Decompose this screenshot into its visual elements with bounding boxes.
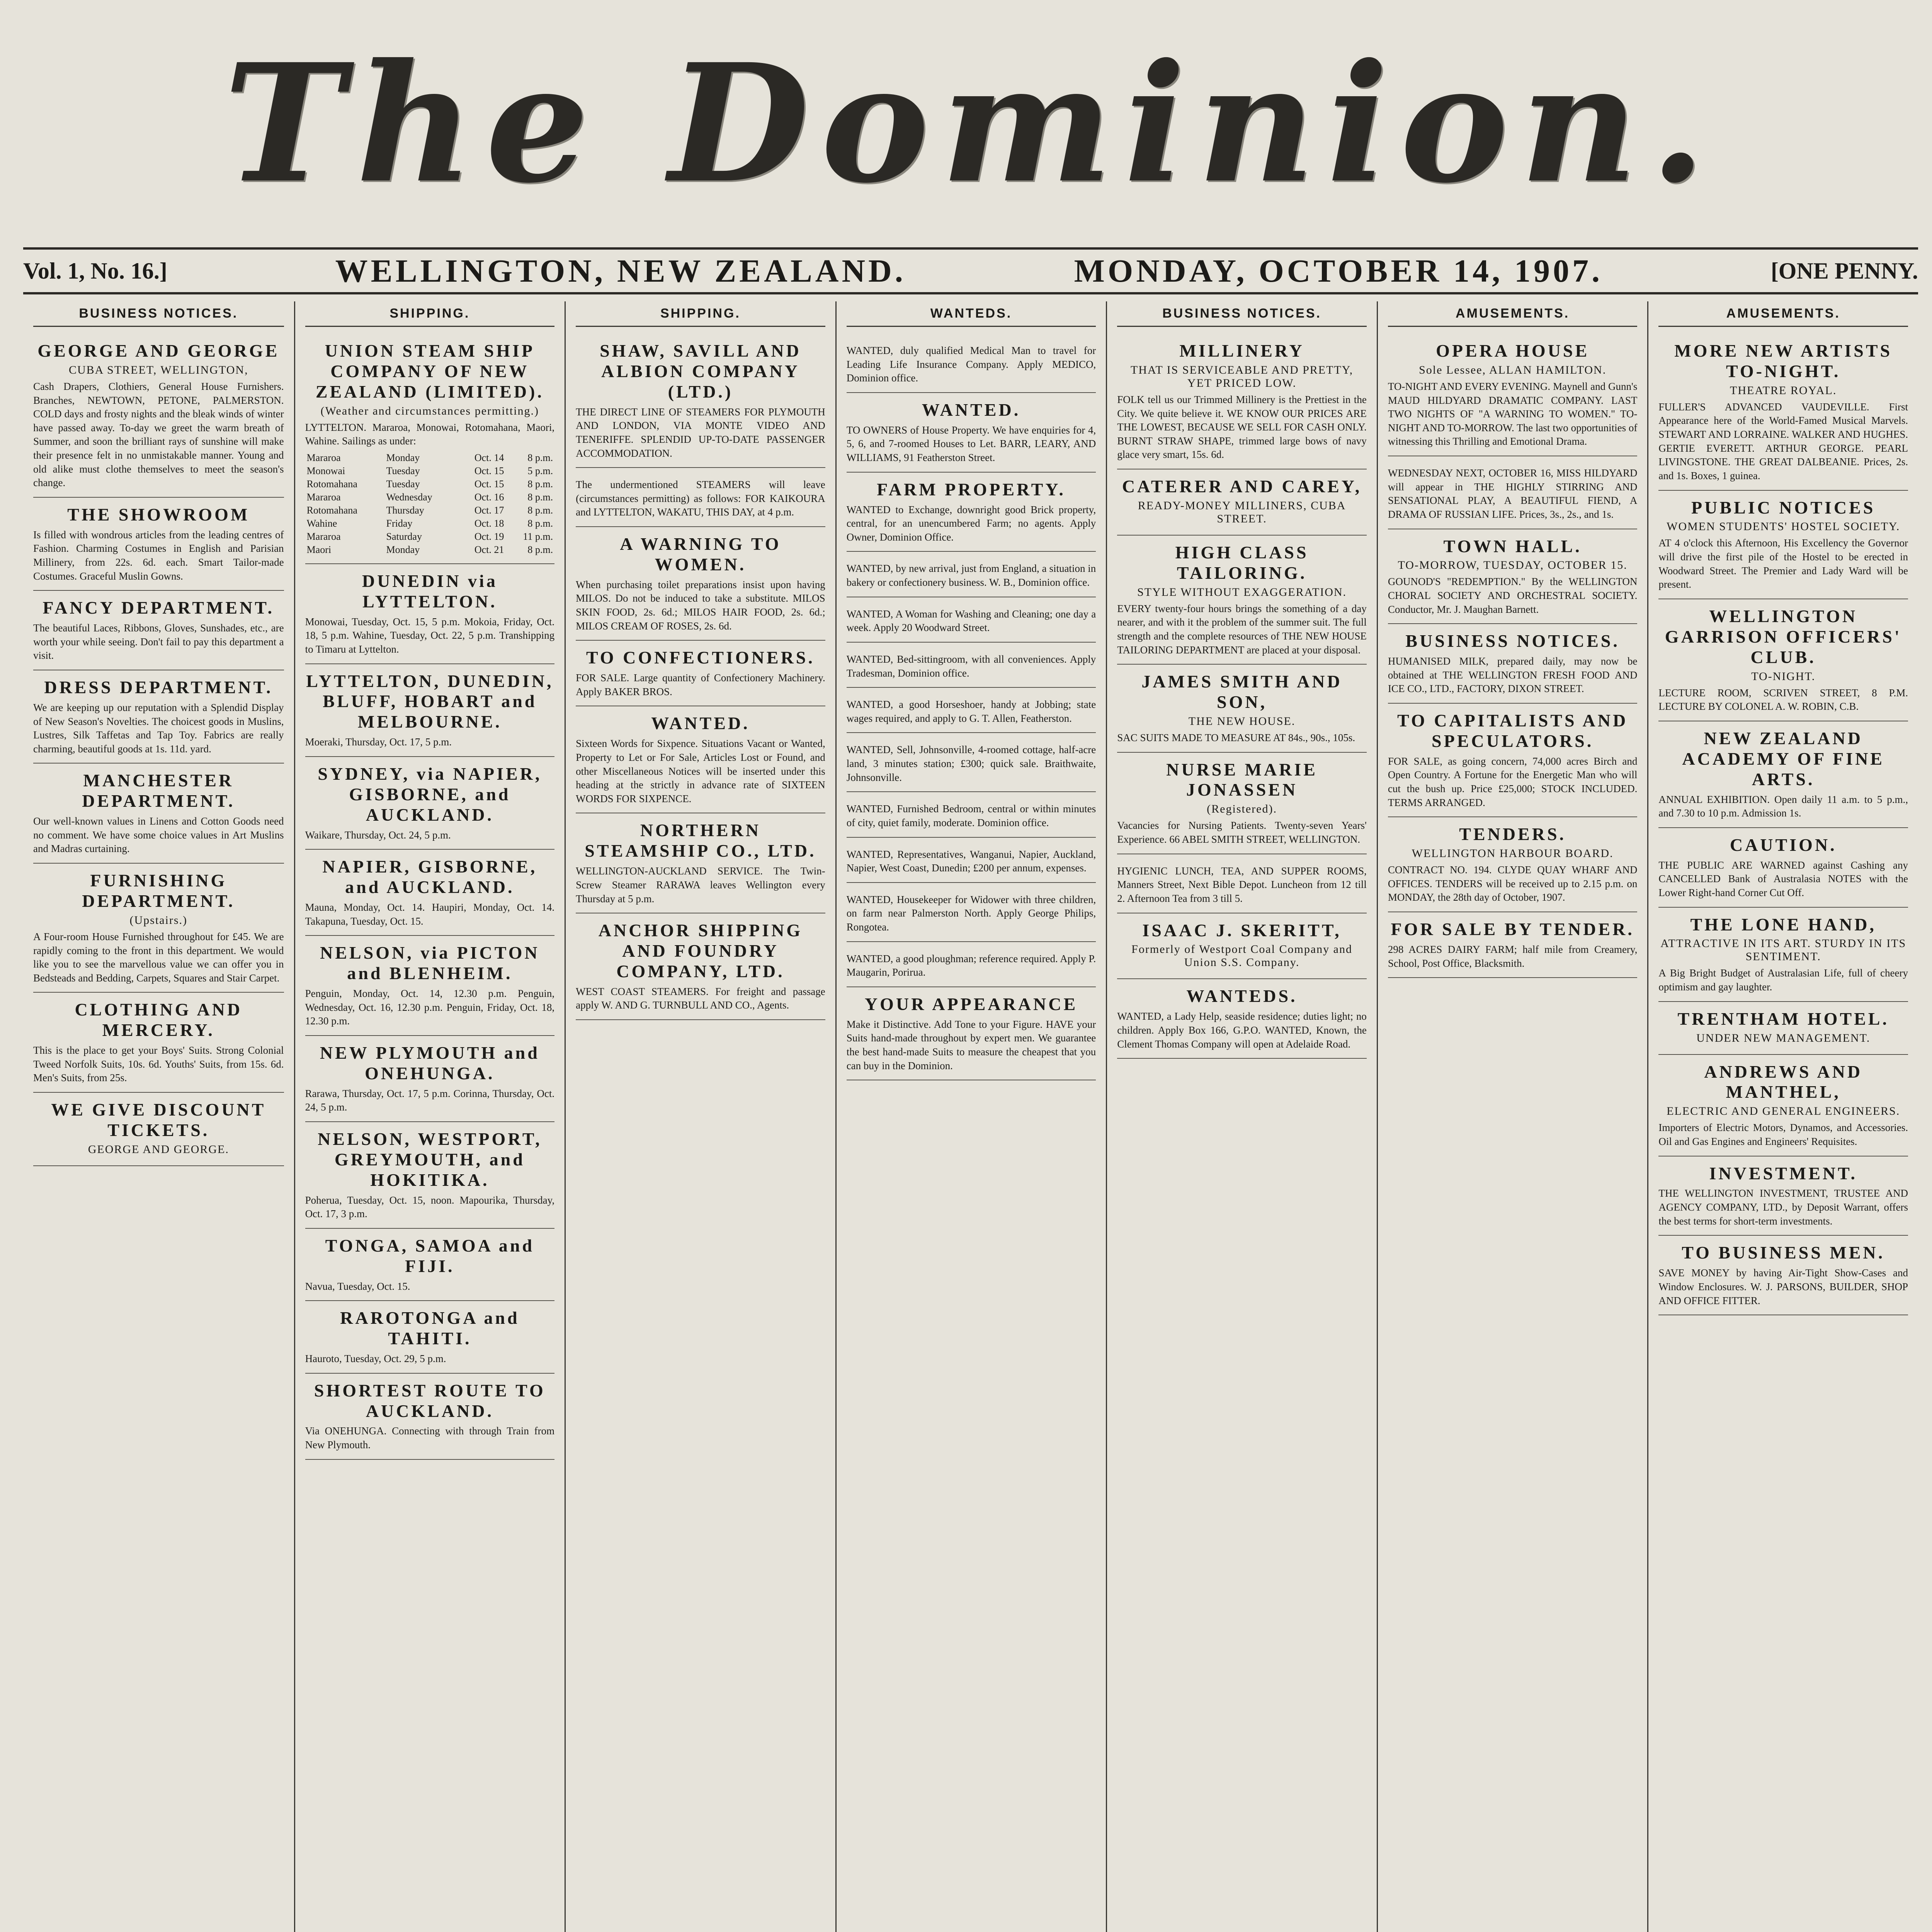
column-2 [294,301,565,1932]
table-row [305,478,555,491]
city-line: WELLINGTON, NEW ZEALAND. [335,253,906,289]
advertisement [1388,529,1638,624]
advertisement [1117,334,1367,469]
ad-body: Cash Drapers, Clothiers, General House Furnishers. Branches, NEWTOWN, PETONE, PALMERSTON. COLD days and frosty nights and the bleak winds of winter have passed away. To-day we greet the warm breath of Summer, and soon the brilliant rays of sunshine will make their presence felt in no unmistakable manner. Young and old alike must clothe themselves to meet the season's change. [33,380,284,489]
column-heading: BUSINESS NOTICES. [1117,301,1367,327]
advertisement [33,764,284,864]
advertisement [305,664,555,757]
column-6 [1377,301,1648,1932]
advertisement [847,473,1096,552]
advertisement [305,564,555,664]
ad-body: WANTED, duly qualified Medical Man to travel for Leading Life Insurance Company. Apply MEDICO, Dominion office. [846,345,1096,384]
ad-title: MILLINERY [1179,341,1304,361]
advertisement [1117,913,1367,980]
advertisement [847,942,1096,987]
table-row [305,543,555,556]
ad-body: WANTED to Exchange, downright good Brick property, central, for an unencumbered Farm; no agents. Apply Owner, Dominion Office. [846,503,1096,543]
table-cell: 8 p.m. [527,491,553,503]
advertisement [305,1374,555,1460]
dateline [23,247,1918,294]
ad-title: YOUR APPEARANCE [864,994,1078,1014]
ad-body: Navua, Tuesday, Oct. 15. [305,1280,410,1292]
ad-title: LYTTELTON, DUNEDIN, BLUFF, HOBART and MELBOURNE. [306,671,554,732]
ad-title: THE SHOWROOM [67,504,250,524]
advertisement [33,1093,284,1166]
ad-subtitle: WOMEN STUDENTS' HOSTEL SOCIETY. [1667,520,1900,533]
volume-number: Vol. 1, No. 16.] [23,258,167,284]
advertisement [1658,1236,1908,1315]
ad-body: WANTED, a Lady Help, seaside residence; duties light; no children. Apply Box 166, G.P.O. WANTED, Known, the Clement Thomas Company will open at Adelaide Road. [1117,1010,1367,1050]
ad-body: LYTTELTON. Mararoa, Monowai, Rotomahana, Maori, Wahine. Sailings as under: [305,421,555,447]
column-5 [1106,301,1377,1932]
column-heading: SHIPPING. [305,301,555,327]
ad-body: Waikare, Thursday, Oct. 24, 5 p.m. [305,829,451,841]
ad-title: INVESTMENT. [1709,1163,1857,1183]
ad-title: FANCY DEPARTMENT. [43,598,275,618]
ad-body: GOUNOD'S "REDEMPTION." By the WELLINGTON CHORAL SOCIETY AND ORCHESTRAL SOCIETY. Conductor, Mr. J. Maughan Barnett. [1388,576,1638,615]
ad-subtitle: ATTRACTIVE IN ITS ART. STURDY IN ITS SENTIMENT. [1660,937,1906,963]
ad-body: Poherua, Tuesday, Oct. 15, noon. Mapourika, Thursday, Oct. 17, 3 p.m. [305,1194,555,1220]
ad-body: TO-NIGHT AND EVERY EVENING. Maynell and Gunn's MAUD HILDYARD DRAMATIC COMPANY. LAST TWO NIGHTS OF "A WARNING TO WOMEN." TO-NIGHT AND TO-MORROW. The last two opportunities of witnessing this Thrilling and Emotional Drama. [1388,380,1638,447]
ad-body: WANTED, Representatives, Wanganui, Napier, Auckland, Napier, West Coast, Dunedin; £200 per annum, expenses. [846,848,1096,874]
table-cell: Oct. 19 [474,531,504,542]
ad-body: WANTED, Furnished Bedroom, central or within minutes of city, quiet family, moderate. Dominion office. [846,803,1096,828]
advertisement [576,706,825,813]
advertisement [33,498,284,591]
ad-title: FOR SALE BY TENDER. [1391,919,1634,939]
column-4 [835,301,1106,1932]
ad-body: Via ONEHUNGA. Connecting with through Train from New Plymouth. [305,1425,555,1451]
ad-title: MANCHESTER DEPARTMENT. [82,770,235,811]
ad-body: A Big Bright Budget of Australasian Life, full of cheery optimism and gay laughter. [1658,967,1908,993]
advertisement [305,1229,555,1301]
table-cell: 8 p.m. [527,478,553,490]
column-heading: WANTEDS. [847,301,1096,327]
table-cell: 5 p.m. [527,465,553,476]
ad-title: NORTHERN STEAMSHIP CO., LTD. [585,820,816,861]
table-cell: Rotomahana [306,504,357,516]
advertisement [1117,469,1367,536]
advertisement [1388,334,1638,456]
ad-body: FULLER'S ADVANCED VAUDEVILLE. First Appearance here of the World-Famed Musical Marvels. STEWART AND LORRAINE. WALKER AND HUGHES. GERTIE EVERETT. ARTHUR GEORGE. PEARL LIVINGSTONE. THE GREAT DALBEANIE. Prices, 2s. and 1s. Boxes, 1 guinea. [1658,401,1908,481]
ad-body: WANTED, Bed-sittingroom, with all conveniences. Apply Tradesman, Dominion office. [846,653,1096,679]
advertisement [847,883,1096,942]
ad-body: WANTED, a good Horseshoer, handy at Jobbing; state wages required, and apply to G. T. Allen, Featherston. [846,699,1096,724]
table-row [305,530,555,543]
ad-body: Importers of Electric Motors, Dynamos, and Accessories. Oil and Gas Engines and Engineers' Requisites. [1658,1122,1908,1147]
ad-subtitle: (Upstairs.) [129,913,188,927]
ad-title: A WARNING TO WOMEN. [620,534,781,574]
ad-title: DUNEDIN via LYTTELTON. [362,571,498,611]
ad-title: BUSINESS NOTICES. [1405,631,1620,651]
table-cell: Saturday [386,531,422,542]
ad-title: SHAW, SAVILL AND ALBION COMPANY (LTD.) [600,341,801,401]
advertisement [1658,599,1908,721]
table-cell: Mararoa [306,452,341,463]
advertisement [33,334,284,498]
advertisement [33,864,284,993]
ad-body: FOLK tell us our Trimmed Millinery is the Prettiest in the City. We quite believe it. WE KNOW OUR PRICES ARE THE LOWEST, BECAUSE WE SELL FOR CASH ONLY. BURNT STRAW SHAPE, trimmed large bows of navy glace very smart, 15s. 6d. [1117,393,1367,461]
table-row [305,491,555,504]
ad-title: THE LONE HAND, [1690,914,1876,934]
ad-body: HUMANISED MILK, prepared daily, may now be obtained at THE WELLINGTON FRESH FOOD AND ICE CO., LTD., FACTORY, DIXON STREET. [1388,655,1638,695]
advertisement [1117,536,1367,665]
table-cell: Rotomahana [306,478,357,490]
advertisement [847,393,1096,473]
ad-title: TENDERS. [1459,824,1566,844]
ad-title: DRESS DEPARTMENT. [44,677,273,697]
ad-title: ISAAC J. SKERITT, [1142,920,1342,940]
advertisement [1658,1156,1908,1236]
ad-body: ANNUAL EXHIBITION. Open daily 11 a.m. to 5 p.m., and 7.30 to 10 p.m. Admission 1s. [1658,793,1908,819]
ad-title: WANTEDS. [1186,986,1298,1006]
ad-body: WEDNESDAY NEXT, OCTOBER 16, MISS HILDYARD will appear in THE HIGHLY STIRRING AND SENSATIONAL PLAY, A BEAUTIFUL FIEND, A DRAMA OF RUSSIAN LIFE. Prices, 3s., 2s., and 1s. [1388,467,1638,520]
ad-body: Monowai, Tuesday, Oct. 15, 5 p.m. Mokoia, Friday, Oct. 18, 5 p.m. Wahine, Tuesday, Oct. 22, 5 p.m. Transhipping to Timaru at Lyttelton. [305,616,555,655]
ad-body: LECTURE ROOM, SCRIVEN STREET, 8 P.M. LECTURE BY COLONEL A. W. ROBIN, C.B. [1658,687,1908,713]
ad-title: WANTED. [651,713,750,733]
ad-body: WELLINGTON-AUCKLAND SERVICE. The Twin-Screw Steamer RARAWA leaves Wellington every Thursday at 5 p.m. [576,865,825,905]
advertisement [1658,828,1908,908]
ad-title: GEORGE AND GEORGE [37,341,280,361]
advertisement [1658,491,1908,599]
ad-body: CONTRACT NO. 194. CLYDE QUAY WHARF AND OFFICES. TENDERS will be received up to 2.15 p.m. on MONDAY, the 28th day of October, 1907. [1388,864,1638,903]
ad-title: CATERER AND CAREY, [1122,476,1362,497]
ad-body: TO OWNERS of House Property. We have enquiries for 4, 5, 6, and 7-roomed Houses to Let. BARR, LEARY, AND WILLIAMS, 91 Featherston Street. [846,424,1096,464]
advertisement [1117,854,1367,913]
ad-body: Make it Distinctive. Add Tone to your Figure. HAVE your Suits hand-made throughout by expert men. We guarantee the best hand-made Suits to measure the cheapest that you can buy in the Dominion. [846,1018,1096,1071]
table-cell: Oct. 18 [474,517,504,529]
ad-title: RAROTONGA and TAHITI. [340,1308,520,1349]
advertisement [305,1122,555,1229]
table-row [305,464,555,478]
advertisement [1658,334,1908,491]
table-cell: Friday [386,517,413,529]
advertisement [847,597,1096,643]
ad-title: JAMES SMITH AND SON, [1141,672,1342,712]
table-cell: Oct. 17 [474,504,504,516]
ad-body: We are keeping up our reputation with a Splendid Display of New Season's Novelties. The choicest goods in Muslins, Lustres, Silk Taffetas and Tap Toy. Fabrics are really charming, beautiful goods at 1s. 11d. yard. [33,701,284,755]
ad-title: SHORTEST ROUTE TO AUCKLAND. [314,1380,546,1421]
advertisement [305,936,555,1036]
ad-body: HYGIENIC LUNCH, TEA, AND SUPPER ROOMS, Manners Street, Next Bible Depot. Luncheon from 12 till 2. Afternoon Tea from 3 till 5. [1117,865,1367,904]
advertisement [1388,456,1638,529]
ad-body: A Four-room House Furnished throughout for £45. We are rapidly coming to the front in this department. We would like you to see the marvellous value we can offer you in Bedsteads and Bedding, Carpets, Squares and Stair Carpet. [33,930,284,984]
table-cell: Oct. 14 [474,452,504,463]
ad-title: ANCHOR SHIPPING AND FOUNDRY COMPANY, LTD. [598,920,803,981]
ad-title: ANDREWS AND MANTHEL, [1704,1061,1863,1102]
table-cell: Maori [306,544,332,555]
ad-body: Sixteen Words for Sixpence. Situations Vacant or Wanted, Property to Let or For Sale, Articles Lost or Found, and other Miscellaneous Notices will be inserted under this heading at the strictly in advance rate of SIXTEEN WORDS FOR SIXPENCE. [576,738,825,804]
table-cell: 11 p.m. [523,531,553,542]
table-cell: Monday [386,544,420,555]
table-cell: Thursday [386,504,424,516]
ad-subtitle: THAT IS SERVICEABLE AND PRETTY, YET PRICED LOW. [1131,363,1354,389]
table-cell: 8 p.m. [527,544,553,555]
ad-title: TO CONFECTIONERS. [586,648,815,668]
table-cell: Wahine [306,517,337,529]
ad-body: Hauroto, Tuesday, Oct. 29, 5 p.m. [305,1353,446,1364]
ad-body: This is the place to get your Boys' Suits. Strong Colonial Tweed Norfolk Suits, 10s. 6d. Youths' Suits, from 15s. 6d. Men's Suits, from 25s. [33,1044,284,1084]
issue-date: MONDAY, OCTOBER 14, 1907. [1074,253,1603,289]
ad-title: WELLINGTON GARRISON OFFICERS' CLUB. [1665,606,1902,667]
advertisement [576,334,825,468]
ad-body: THE DIRECT LINE OF STEAMERS FOR PLYMOUTH AND LONDON, VIA MONTE VIDEO AND TENERIFFE. SPLENDID UP-TO-DATE PASSENGER ACCOMMODATION. [576,406,825,459]
advertisement [305,1301,555,1373]
ad-subtitle: THEATRE ROYAL. [1730,384,1837,397]
ad-body: EVERY twenty-four hours brings the something of a day nearer, and with it the problem of the summer suit. The full strength and the complete resources of THE NEW HOUSE TAILORING DEPARTMENT are placed at your disposal. [1117,602,1367,656]
ad-subtitle: Formerly of Westport Coal Company and Union S.S. Company. [1131,943,1352,969]
ad-title: NELSON, via PICTON and BLENHEIM. [320,943,540,983]
column-1 [23,301,294,1932]
ad-body: Mauna, Monday, Oct. 14. Haupiri, Monday, Oct. 14. Takapuna, Tuesday, Oct. 15. [305,901,555,927]
advertisement [847,987,1096,1080]
ad-subtitle: STYLE WITHOUT EXAGGERATION. [1137,585,1347,599]
ad-subtitle: TO-MORROW, TUESDAY, OCTOBER 15. [1398,559,1628,572]
ad-body: THE WELLINGTON INVESTMENT, TRUSTEE AND AGENCY COMPANY, LTD., by Deposit Warrant, offers the best terms for short-term investments. [1658,1187,1908,1227]
table-row [305,451,555,464]
table-cell: Tuesday [386,478,420,490]
newspaper-columns [23,301,1918,1932]
ad-subtitle: GEORGE AND GEORGE. [88,1143,229,1156]
ad-title: FARM PROPERTY. [877,479,1066,499]
ad-title: TRENTHAM HOTEL. [1677,1009,1889,1029]
advertisement [305,334,555,564]
ad-title: NEW ZEALAND ACADEMY OF FINE ARTS. [1682,728,1884,789]
table-cell: Oct. 21 [474,544,504,555]
ad-title: CLOTHING AND MERCERY. [75,1000,243,1040]
advertisement [847,552,1096,597]
ad-subtitle: (Registered). [1207,803,1277,816]
ad-subtitle: (Weather and circumstances permitting.) [320,404,539,417]
ad-body: Vacancies for Nursing Patients. Twenty-seven Years' Experience. 66 ABEL SMITH STREET, WELLINGTON. [1117,820,1367,845]
sailing-table [305,451,555,556]
ad-title: SYDNEY, via NAPIER, GISBORNE, and AUCKLAND. [318,764,542,825]
advertisement [1117,979,1367,1059]
ad-title: NURSE MARIE JONASSEN [1166,759,1318,800]
ad-title: TO CAPITALISTS AND SPECULATORS. [1397,711,1628,751]
newspaper-title: The Dominion. [223,28,1718,219]
table-cell: Monday [386,452,420,463]
advertisement [1658,908,1908,1002]
ad-title: FURNISHING DEPARTMENT. [82,871,235,911]
ad-body: FOR SALE. Large quantity of Confectionery Machinery. Apply BAKER BROS. [576,672,825,697]
table-cell: Mararoa [306,531,341,542]
ad-title: NAPIER, GISBORNE, and AUCKLAND. [322,857,537,897]
advertisement [576,641,825,706]
ad-body: The undermentioned STEAMERS will leave (circumstances permitting) as follows: FOR KAIKOURA and LYTTELTON, WAKATU, THIS DAY, at 4 p.m. [576,479,825,518]
column-heading: AMUSEMENTS. [1658,301,1908,327]
advertisement [33,591,284,670]
advertisement [1388,624,1638,704]
table-cell: Oct. 16 [474,491,504,503]
ad-body: Penguin, Monday, Oct. 14, 12.30 p.m. Penguin, Wednesday, Oct. 16, 12.30 p.m. Penguin, Friday, Oct. 18, 12.30 p.m. [305,987,555,1027]
advertisement [1658,1002,1908,1055]
advertisement [847,838,1096,883]
ad-body: Rarawa, Thursday, Oct. 17, 5 p.m. Corinna, Thursday, Oct. 24, 5 p.m. [305,1087,555,1113]
ad-subtitle: WELLINGTON HARBOUR BOARD. [1412,847,1614,860]
ad-body: When purchasing toilet preparations insist upon having MILOS. Do not be induced to take a substitute. MILOS SKIN FOOD, 2s. 6d.; MILOS HAIR FOOD, 2s. 6d.; MILOS CREAM OF ROSES, 2s. 6d. [576,578,825,632]
advertisement [847,733,1096,792]
column-heading: BUSINESS NOTICES. [33,301,284,327]
table-cell: Mararoa [306,491,341,503]
advertisement [576,468,825,527]
advertisement [1658,721,1908,828]
table-cell: Oct. 15 [474,478,504,490]
advertisement [847,792,1096,837]
advertisement [305,850,555,936]
ad-subtitle: THE NEW HOUSE. [1188,714,1296,728]
ad-body: WANTED, Sell, Johnsonville, 4-roomed cottage, half-acre land, 3 minutes station; £300; quick sale. Braithwaite, Johnsonville. [846,744,1096,783]
table-cell: 8 p.m. [527,504,553,516]
advertisement [576,813,825,913]
table-cell: 8 p.m. [527,452,553,463]
ad-title: CAUTION. [1730,835,1837,855]
ad-body: THE PUBLIC ARE WARNED against Cashing any CANCELLED Bank of Australasia NOTES with the Lower Right-hand Corner Cut Off. [1658,859,1908,898]
ad-subtitle: CUBA STREET, WELLINGTON, [68,363,248,376]
advertisement [847,688,1096,733]
advertisement [305,1036,555,1122]
advertisement [33,993,284,1093]
masthead [23,15,1918,232]
ad-title: WE GIVE DISCOUNT TICKETS. [51,1100,266,1140]
ad-subtitle: Sole Lessee, ALLAN HAMILTON. [1419,363,1607,376]
advertisement [1388,704,1638,817]
ad-subtitle: UNDER NEW MANAGEMENT. [1696,1031,1871,1044]
ad-title: PUBLIC NOTICES [1691,497,1876,517]
ad-body: FOR SALE, as going concern, 74,000 acres Birch and Open Country. A Fortune for the Energetic Man who will cut the bush up. Price £25,000; STOCK INCLUDED. TERMS ARRANGED. [1388,755,1638,808]
ad-body: WANTED, a good ploughman; reference required. Apply P. Maugarin, Porirua. [846,952,1096,978]
advertisement [576,913,825,1020]
ad-body: SAC SUITS MADE TO MEASURE AT 84s., 90s., 105s. [1117,731,1355,743]
ad-body: WANTED, by new arrival, just from England, a situation in bakery or confectionery business. W. B., Dominion office. [846,563,1096,588]
ad-body: Our well-known values in Linens and Cotton Goods need no comment. We have some choice values in Art Muslins and Madras curtaining. [33,815,284,855]
ad-body: The beautiful Laces, Ribbons, Gloves, Sunshades, etc., are worth your while seeing. Don't fail to pay this department a visit. [33,622,284,662]
ad-body: WANTED, A Woman for Washing and Cleaning; one day a week. Apply 20 Woodward Street. [846,608,1096,634]
advertisement [1388,817,1638,912]
table-cell: Oct. 15 [474,465,504,476]
ad-title: TONGA, SAMOA and FIJI. [325,1235,534,1276]
advertisement [1117,665,1367,752]
ad-title: MORE NEW ARTISTS TO-NIGHT. [1674,341,1893,381]
ad-body: SAVE MONEY by having Air-Tight Show-Cases and Window Enclosures. W. J. PARSONS, BUILDER, SHOP AND OFFICE FITTER. [1658,1267,1908,1306]
advertisement [305,757,555,850]
ad-title: OPERA HOUSE [1436,341,1590,361]
issue-price: [ONE PENNY. [1770,258,1918,284]
ad-body: 298 ACRES DAIRY FARM; half mile from Creamery, School, Post Office, Blacksmith. [1388,943,1638,969]
column-3 [565,301,835,1932]
table-cell: Tuesday [386,465,420,476]
ad-body: WEST COAST STEAMERS. For freight and passage apply W. AND G. TURNBULL AND CO., Agents. [576,985,825,1011]
advertisement [1388,912,1638,978]
advertisement [1658,1055,1908,1156]
advertisement [847,334,1096,393]
ad-body: Moeraki, Thursday, Oct. 17, 5 p.m. [305,736,452,748]
ad-title: UNION STEAM SHIP COMPANY OF NEW ZEALAND (LIMITED). [315,341,544,401]
column-7 [1647,301,1918,1932]
advertisement [33,670,284,764]
advertisement [1117,753,1367,854]
advertisement [847,643,1096,688]
ad-subtitle: ELECTRIC AND GENERAL ENGINEERS. [1667,1105,1900,1118]
table-row [305,517,555,530]
table-cell: Wednesday [386,491,432,503]
table-row [305,504,555,517]
table-cell: Monowai [306,465,345,476]
column-heading: AMUSEMENTS. [1388,301,1638,327]
advertisement [576,527,825,641]
column-heading: SHIPPING. [576,301,825,327]
ad-body: WANTED, Housekeeper for Widower with three children, on farm near Palmerston North. Apply George Philips, Rongotea. [846,893,1096,933]
ad-subtitle: TO-NIGHT. [1751,670,1816,683]
ad-subtitle: READY-MONEY MILLINERS, CUBA STREET. [1138,499,1346,525]
ad-body: AT 4 o'clock this Afternoon, His Excellency the Governor will drive the first pile of the Hostel to be erected in Woodward Street. The Premier and Lady Ward will be present. [1658,537,1908,590]
ad-title: NEW PLYMOUTH and ONEHUNGA. [320,1043,540,1083]
ad-title: NELSON, WESTPORT, GREYMOUTH, and HOKITIKA. [318,1129,542,1190]
ad-title: WANTED. [922,400,1021,420]
ad-title: TO BUSINESS MEN. [1682,1243,1885,1263]
ad-title: HIGH CLASS TAILORING. [1175,542,1309,583]
ad-title: TOWN HALL. [1443,536,1582,556]
table-cell: 8 p.m. [527,517,553,529]
ad-body: Is filled with wondrous articles from the leading centres of Fashion. Charming Costumes in English and Parisian Millinery, from 22s. 6d. each. Smart Tailor-made Costumes. Graceful Muslin Gowns. [33,529,284,582]
